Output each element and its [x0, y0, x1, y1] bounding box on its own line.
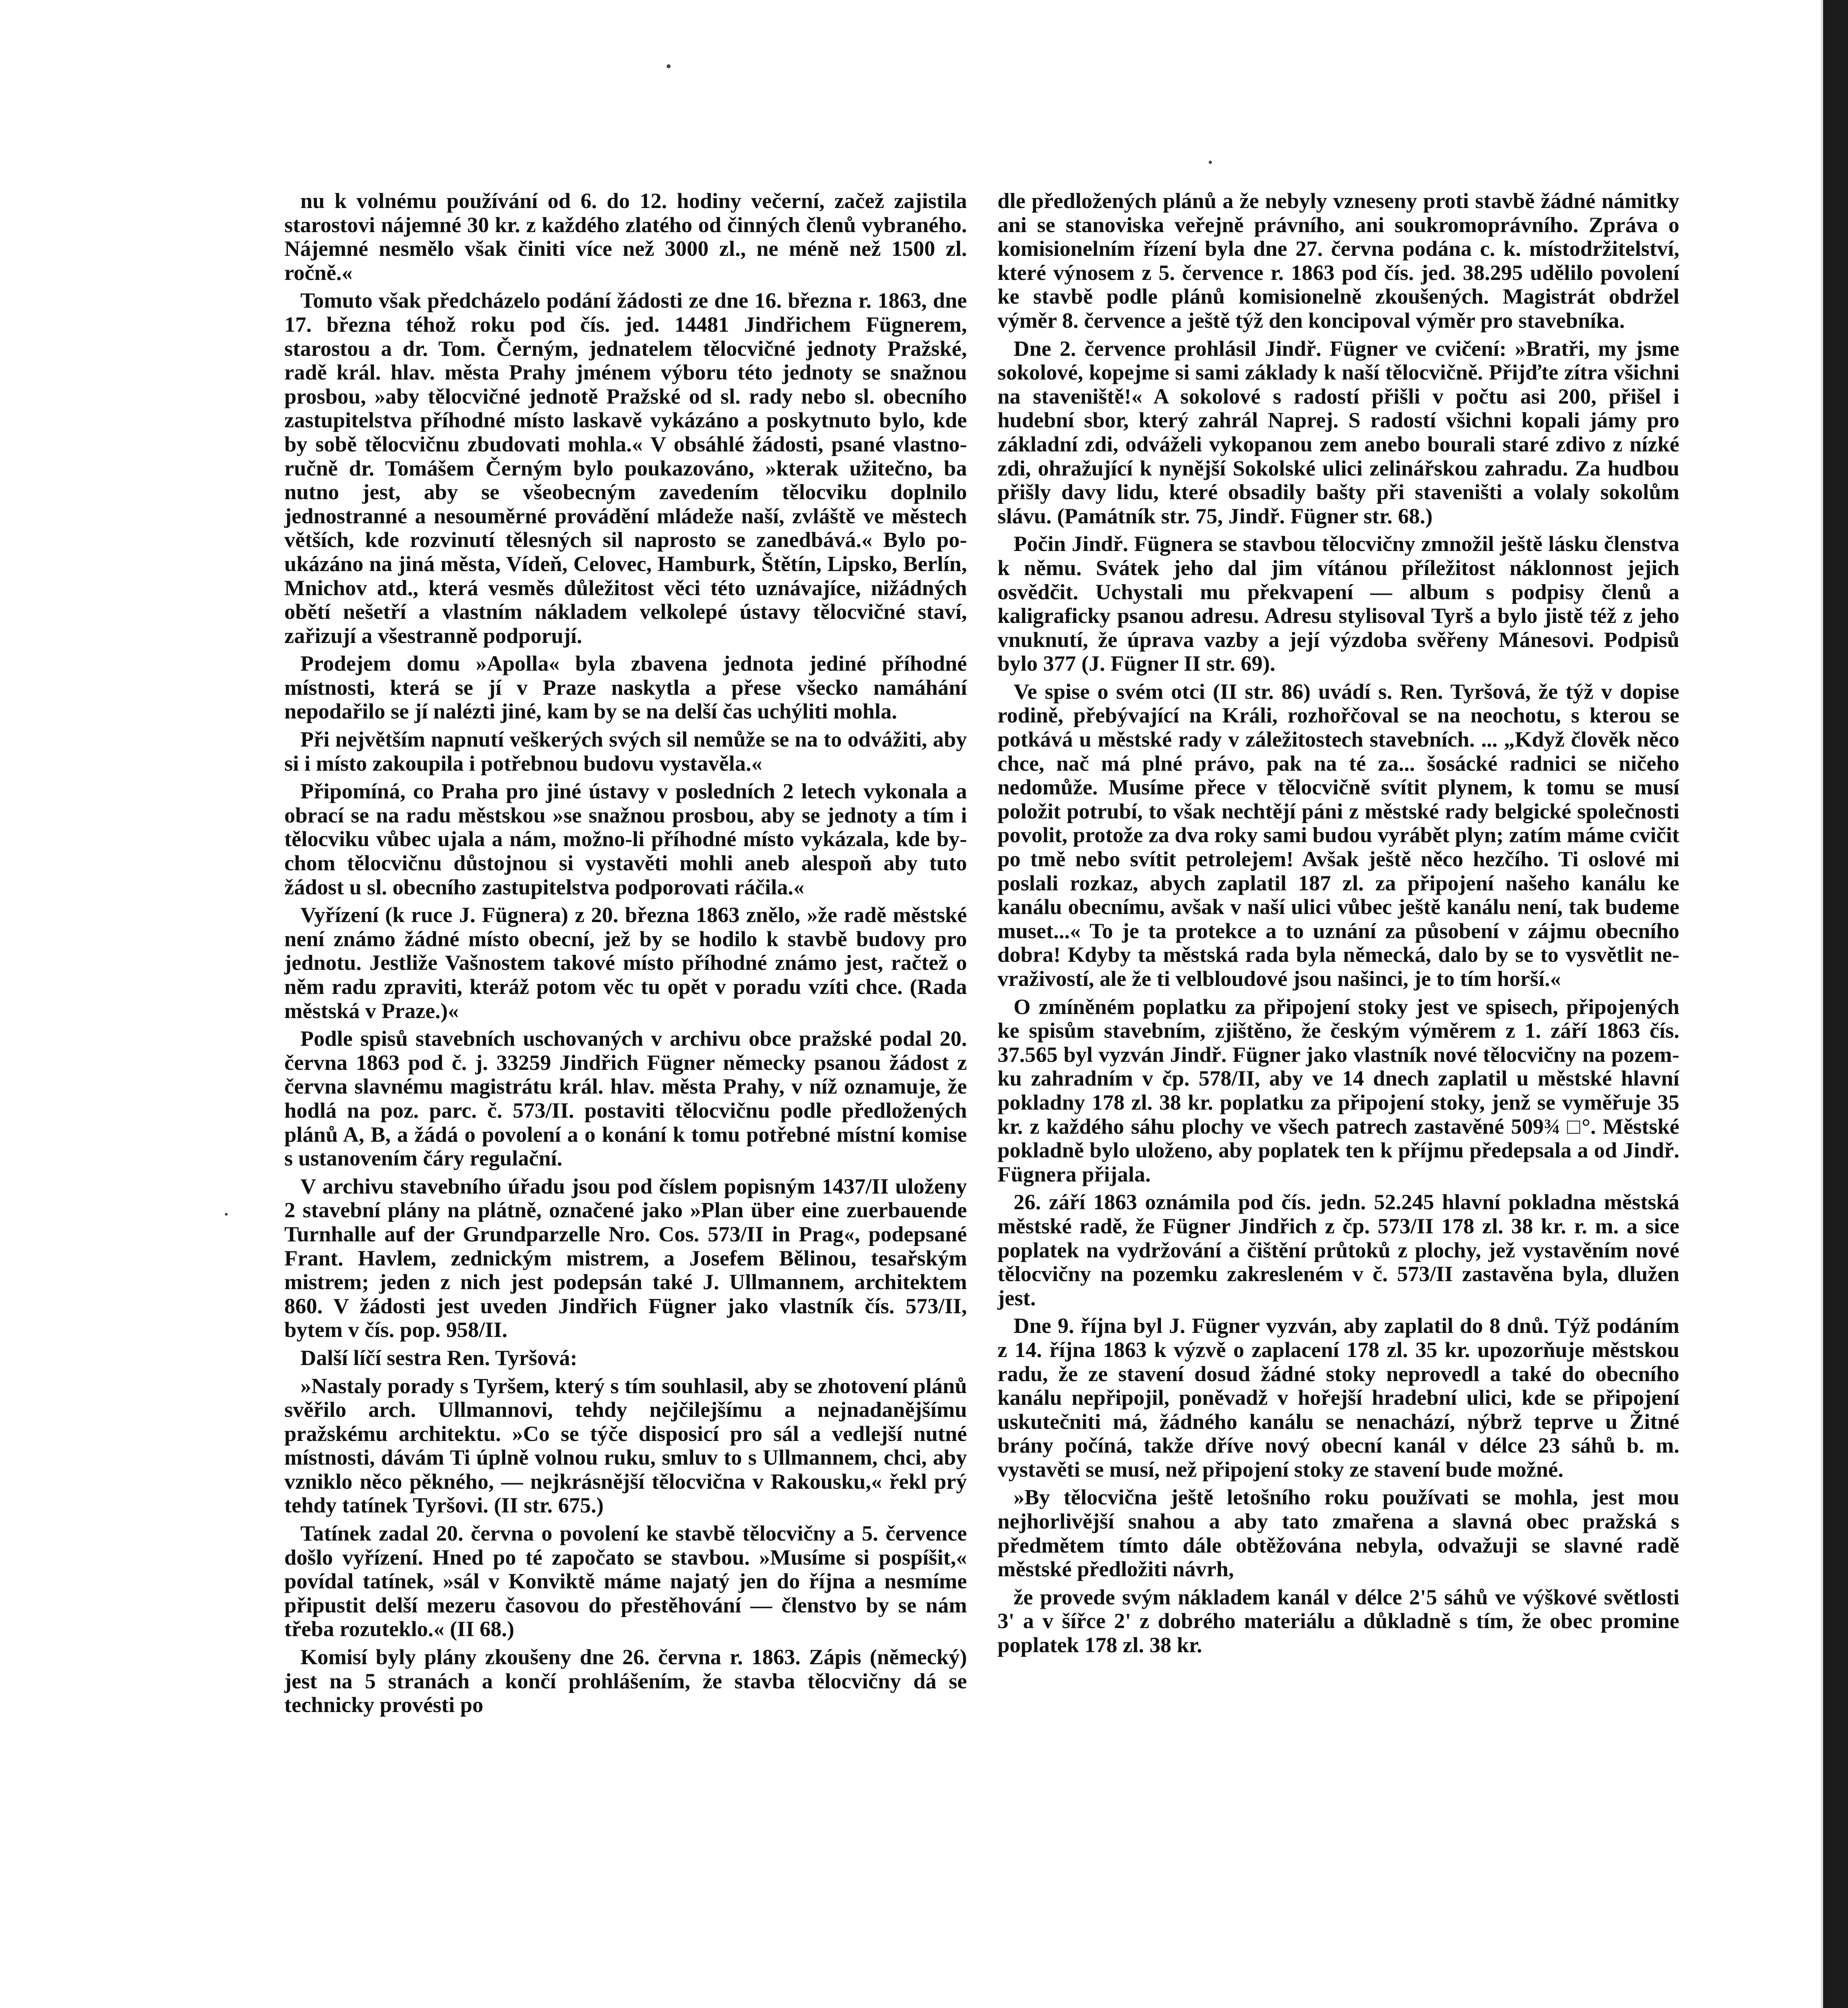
paragraph: Dne 2. července prohlásil Jindř. Fügner ve cvičení: »Bratři, my jsme sokolové, kopejme si sami základy k naší tělocvičně. Přijďte zítra všichni na staveniště!« A sokolové s radostí přišli v počtu asi 200, přišel i hudební sbor, který zahrál Naprej. S radostí všichni kopali jámy pro základní zdi, odváželi vykopanou zem anebo bourali staré zdivo z nízké zdi, ohražující k nynější Sokolské ulici zelinářskou zahradu. Za hudbou přišly davy lidu, které obsadily bašty při staveništi a volaly sokolům slávu. (Památník str. 75, Jindř. Fügner str. 68.) — [997, 336, 1679, 528]
paragraph: Při největším napnutí veškerých svých sil nemůže se na to odvážiti, aby si i místo zakoupila i potřebnou budovu vystavěla.« — [284, 727, 967, 775]
paragraph: nu k volnému používání od 6. do 12. hodiny večerní, začež zajistila starostovi nájemné 30 kr. z každého zlatého od činných členů vybraného. Nájemné nesmělo však činiti více než 3000 zl., ne méně než 1500 zl. ročně.« — [284, 188, 967, 285]
paragraph: O zmíněném poplatku za připojení stoky jest ve spisech, připojených ke spisům stavebním, zjištěno, že českým výměrem z 1. září 1863 čís. 37.565 byl vyzván Jindř. Fügner jako vlastník nové tělocvičny na pozemku zahradním v čp. 578/II, aby ve 14 dnech zaplatil u městské hlavní pokladny 178 zl. 38 kr. poplatku za připojení stoky, jenž se vyměřuje 35 kr. z každého sáhu plochy ve všech patrech zastavěné 509¾ □°. Městské pokladně bylo uloženo, aby poplatek ten k příjmu předepsala a od Jindř. Fügnera přijala. — [997, 994, 1679, 1186]
paragraph: Počin Jindř. Fügnera se stavbou tělocvičny zmnožil ještě lásku členstva k němu. Svátek jeho dal jim vítánou příležitost náklonnost jejich osvědčit. Uchystali mu překvapení — album s podpisy členů a kaligraficky psanou adresu. Adresu stylisoval Tyrš a bylo jistě též z jeho vnuknutí, že úprava vazby a její výzdoba svěřeny Mánesovi. Podpisů bylo 377 (J. Fügner II str. 69). — [997, 531, 1679, 676]
paragraph: V archivu stavebního úřadu jsou pod číslem popisným 1437/II uloženy 2 stavební plány na plátně, označené jako »Plan über eine zuerbauende Turnhalle auf der Grundparzelle Nro. Cos. 573/II in Prag«, podepsané Frant. Havlem, zednickým mistrem, a Josefem Bělinou, tesařským mistrem; jeden z nich jest podepsán také J. Ullmannem, architektem 860. V žádosti jest uveden Jindřich Fügner jako vlastník čís. 573/II, bytem v čís. pop. 958/II. — [284, 1173, 967, 1342]
dust-speck — [1209, 161, 1212, 164]
paragraph: »By tělocvična ještě letošního roku používati se mohla, jest mou nejhorlivější snahou a aby tato zmařena a slavná obec pražská s předmětem tímto dále obtěžována nebyla, odvažuji se slavné radě městské předložiti návrh, — [997, 1485, 1679, 1582]
left-column — [284, 189, 967, 1717]
paragraph: Komisí byly plány zkoušeny dne 26. června r. 1863. Zápis (německý) jest na 5 stranách a končí prohlášením, že stavba tělocvičny dá se technicky provésti po — [284, 1645, 967, 1717]
dust-speck — [225, 1213, 228, 1216]
paragraph: že provede svým nákladem kanál v délce 2'5 sáhů ve výškové světlosti 3' a v šířce 2' z dobrého materiálu a důkladně s tím, že obec promine poplatek 178 zl. 38 kr. — [997, 1584, 1679, 1657]
paragraph: Tomuto však předcházelo podání žádosti ze dne 16. března r. 1863, dne 17. března téhož roku pod čís. jed. 14481 Jindřichem Fügnerem, starostou a dr. Tom. Černým, jednatelem tělocvičné jednoty Pražské, radě král. hlav. města Prahy jménem výboru této jednoty se snažnou prosbou, »aby tělocvičné jednotě Pražské od sl. rady nebo sl. obecního zastupitelstva příhodné místo laskavě vykázáno a poskytnuto bylo, kde by sobě tělocvičnu zbudovati mohla.« V obsáhlé žádosti, psané vlastnoručně dr. Tomášem Černým bylo poukazováno, »kterak užitečno, ba nutno jest, aby se všeobecným zavedením tělocviku doplnilo jednostranné a nesouměrné provádění mládeže naší, zvláště ve městech větších, kde rozvinutí tělesných sil naprosto se zanedbává.« Bylo poukázáno na jiná města, Vídeň, Celovec, Hamburk, Štětín, Lipsko, Berlín, Mnichov atd., která vesměs důležitost věci této uznávajíce, nižádných obětí nešetří a vlastním nákladem velkolepé ústavy tělocvičné staví, zařizují a všestranně podporují. — [284, 288, 967, 648]
right-column — [997, 189, 1679, 1657]
paragraph: Vyřízení (k ruce J. Fügnera) z 20. března 1863 znělo, »že radě městské není známo žádné místo obecní, jež by se hodilo k stavbě budovy pro jednotu. Jestliže Vašnostem takové místo příhodné známo jest, račtež o něm radu zpraviti, kteráž potom věc tu opět v poradu vzíti chce. (Rada městská v Praze.)« — [284, 902, 967, 1023]
dust-speck — [667, 64, 671, 68]
paragraph: Další líčí sestra Ren. Tyršová: — [300, 1345, 577, 1370]
paragraph: Dne 9. října byl J. Fügner vyzván, aby zaplatil do 8 dnů. Týž podáním z 14. října 1863 k výzvě o zaplacení 178 zl. 35 kr. upozorňuje městskou radu, že ze stavení dosud žádné stoky neprovedl a také do obecního kanálu nepřipojil, poněvadž v hořejší hradební ulici, kde se připojení uskutečniti má, žádného kanálu se nenachází, nýbrž teprve u Žitné brány počíná, takže dříve nový obecní kanál v délce 23 sáhů b. m. vystavěti se musí, než připojení stoky ze stavení bude možné. — [997, 1313, 1679, 1482]
paragraph: Podle spisů stavebních uschovaných v archivu obce pražské podal 20. června 1863 pod č. j. 33259 Jindřich Fügner německy psanou žádost z června slavnému magistrátu král. hlav. města Prahy, v níž oznamuje, že hodlá na poz. parc. č. 573/II. postaviti tělocvičnu podle předložených plánů A, B, a žádá o povolení a o konání k tomu potřebné místní komise s ustanovením čáry regulační. — [284, 1026, 967, 1171]
paragraph: Ve spise o svém otci (II str. 86) uvádí s. Ren. Tyršová, že týž v dopise rodině, přebývající na Králi, rozhořčoval se na neochotu, s kterou se potkává u městské rady v záležitostech stavebních. ... „Když člověk něco chce, nač má plné právo, pak na té za... šosácké radnici se ničeho nedomůže. Musíme přece v tělocvičně svítit plynem, k tomu se musí položit potrubí, to však nechtějí páni z městské rady belgické společnosti povolit, protože za dva roky sami budou vyrábět plyn; zatím máme cvičit po tmě nebo svítit petrolejem! Avšak ještě něco hezčího. Ti oslové mi poslali rozkaz, abych zaplatil 187 zl. za připojení našeho kanálu ke kanálu obecnímu, avšak v naší ulici vůbec ještě kanálu není, tak budeme muset...« To je ta protekce a to uznání za působení v zájmu obecního dobra! Kdyby ta městská rada byla německá, dalo by se to vysvětlit nevraživostí, ale že ti velbloudové jsou našinci, je to tím horší.« — [997, 679, 1679, 991]
paragraph: 26. září 1863 oznámila pod čís. jedn. 52.245 hlavní pokladna městská městské radě, že Fügner Jindřich z čp. 573/II 178 zl. 38 kr. r. m. a sice poplatek na vydržování a čištění průtoků z plochy, jež vystavěním nové tělocvičny na pozemku zakresleném v č. 573/II zastavěna byla, dlužen jest. — [997, 1190, 1679, 1310]
paragraph: Prodejem domu »Apolla« byla zbavena jednota jediné příhodné místnosti, která se jí v Praze naskytla a přese všecko namáhání nepodařilo se jí nalézti jiné, kam by se na delší čas uchýliti mohla. — [284, 651, 967, 724]
paragraph: Tatínek zadal 20. června o povolení ke stavbě tělocvičny a 5. července došlo vyřízení. Hned po té započato se stavbou. »Musíme si pospíšit,« povídal tatínek, »sál v Konviktě máme najatý jen do října a nesmíme připustit delší mezeru časovou do přestěhování — členstvo by se nám třeba rozuteklo.« (II 68.) — [284, 1521, 967, 1641]
paragraph: »Nastaly porady s Tyršem, který s tím souhlasil, aby se zhotovení plánů svěřilo arch. Ullmannovi, tehdy nejčilejšímu a nejnadanějšímu pražskému architektu. »Co se týče disposicí pro sál a vedlejší nutné místnosti, dávám Ti úplně volnou ruku, smluv to s Ullmannem, chci, aby vzniklo něco pěkného, — nejkrásnější tělocvična v Rakousku,« řekl prý tehdy tatínek Tyršovi. (II str. 675.) — [284, 1373, 967, 1518]
paragraph: Připomíná, co Praha pro jiné ústavy v posledních 2 letech vykonala a obrací se na radu městskou »se snažnou prosbou, aby se jednoty a tím i tělocviku vůbec ujala a nám, možno-li příhodné místo vykázala, kde bychom tělocvičnu důstojnou si vystavěti mohli aneb alespoň aby tuto žádost u sl. obecního zastupitelstva podporovati ráčila.« — [284, 779, 967, 899]
paragraph: dle předložených plánů a že nebyly vzneseny proti stavbě žádné námitky ani se stanoviska veřejně právního, ani soukromoprávního. Zpráva o komisionelním řízení byla dne 27. června podána c. k. místodržitelství, které výnosem z 5. července r. 1863 pod čís. jed. 38.295 udělilo povolení ke stavbě podle plánů komisionelně zkoušených. Magistrát obdržel výměr 8. července a ještě týž den koncipoval výměr pro stavebníka. — [997, 188, 1679, 333]
